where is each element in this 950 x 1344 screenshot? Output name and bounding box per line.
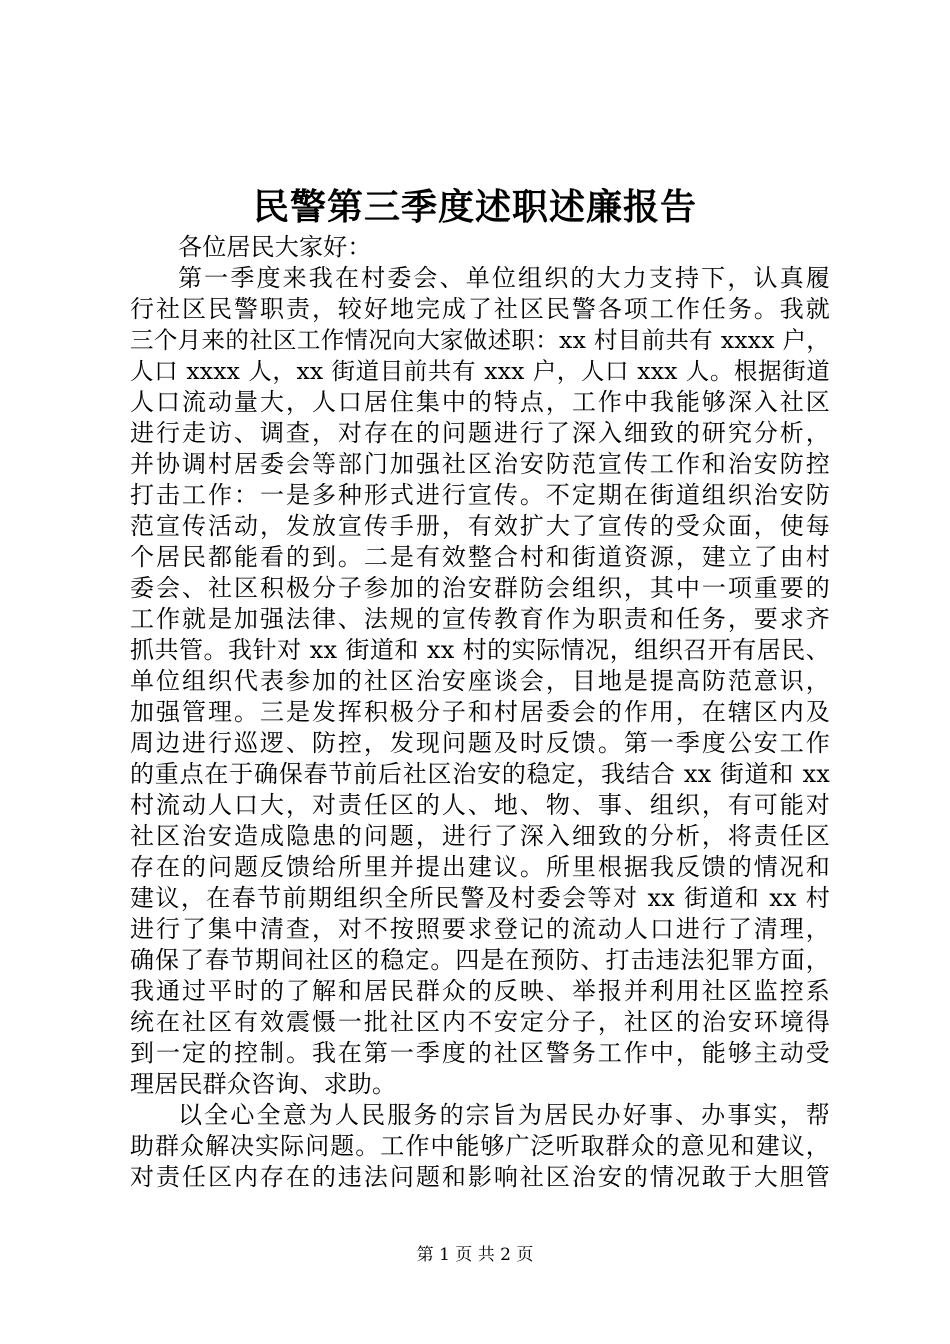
text-line: 三个月来的社区工作情况向大家做述职：xx 村目前共有 xxxx 户， xyxy=(130,326,830,354)
text-line: 个居民都能看的到。二是有效整合村和街道资源，建立了由村 xyxy=(130,543,830,571)
document-title: 民警第三季度述职述廉报告 xyxy=(252,186,697,228)
text-line: 建议，在春节前期组织全所民警及村委会等对 xx 街道和 xx 村 xyxy=(130,884,830,912)
text-line: 我通过平时的了解和居民群众的反映、举报并利用社区监控系 xyxy=(130,977,830,1005)
text-line: 社区治安造成隐患的问题，进行了深入细致的分析，将责任区 xyxy=(130,822,830,850)
text-line: 打击工作：一是多种形式进行宣传。不定期在街道组织治安防 xyxy=(130,481,830,509)
text-line: 委会、社区积极分子参加的治安群防会组织，其中一项重要的 xyxy=(130,574,830,602)
text-line: 范宣传活动，发放宣传手册，有效扩大了宣传的受众面，使每 xyxy=(130,512,830,540)
text-line: 抓共管。我针对 xx 街道和 xx 村的实际情况，组织召开有居民、 xyxy=(130,636,830,664)
text-line: 到一定的控制。我在第一季度的社区警务工作中，能够主动受 xyxy=(130,1039,830,1067)
page-number-footer: 第 1 页 共 2 页 xyxy=(416,1245,534,1265)
text-line: 村流动人口大，对责任区的人、地、物、事、组织，有可能对 xyxy=(130,791,830,819)
text-line: 人口流动量大，人口居住集中的特点，工作中我能够深入社区 xyxy=(130,388,830,416)
text-line: 第一季度来我在村委会、单位组织的大力支持下，认真履 xyxy=(178,264,830,292)
text-line: 进行了集中清查，对不按照要求登记的流动人口进行了清理， xyxy=(130,915,830,943)
text-line: 进行走访、调查，对存在的问题进行了深入细致的研究分析， xyxy=(130,419,830,447)
text-line: 统在社区有效震慑一批社区内不安定分子，社区的治安环境得 xyxy=(130,1008,830,1036)
text-line: 对责任区内存在的违法问题和影响社区治安的情况敢于大胆管 xyxy=(130,1163,830,1191)
text-line: 单位组织代表参加的社区治安座谈会，目地是提高防范意识， xyxy=(130,667,830,695)
text-line: 行社区民警职责，较好地完成了社区民警各项工作任务。我就 xyxy=(130,295,830,323)
text-line: 的重点在于确保春节前后社区治安的稳定，我结合 xx 街道和 xx xyxy=(130,760,830,788)
text-line: 人口 xxxx 人，xx 街道目前共有 xxx 户，人口 xxx 人。根据街道 xyxy=(130,357,830,385)
document-body xyxy=(130,232,830,1193)
text-line: 存在的问题反馈给所里并提出建议。所里根据我反馈的情况和 xyxy=(130,853,830,881)
greeting-line: 各位居民大家好： xyxy=(178,233,372,261)
text-line: 确保了春节期间社区的稳定。四是在预防、打击违法犯罪方面， xyxy=(130,946,830,974)
text-line: 以全心全意为人民服务的宗旨为居民办好事、办事实，帮 xyxy=(178,1101,830,1129)
text-line: 加强管理。三是发挥积极分子和村居委会的作用，在辖区内及 xyxy=(130,698,830,726)
text-line: 理居民群众咨询、求助。 xyxy=(130,1070,397,1098)
text-line: 助群众解决实际问题。工作中能够广泛听取群众的意见和建议， xyxy=(130,1132,830,1160)
text-line: 并协调村居委会等部门加强社区治安防范宣传工作和治安防控 xyxy=(130,450,830,478)
text-line: 周边进行巡逻、防控，发现问题及时反馈。第一季度公安工作 xyxy=(130,729,830,757)
text-line: 工作就是加强法律、法规的宣传教育作为职责和任务，要求齐 xyxy=(130,605,830,633)
